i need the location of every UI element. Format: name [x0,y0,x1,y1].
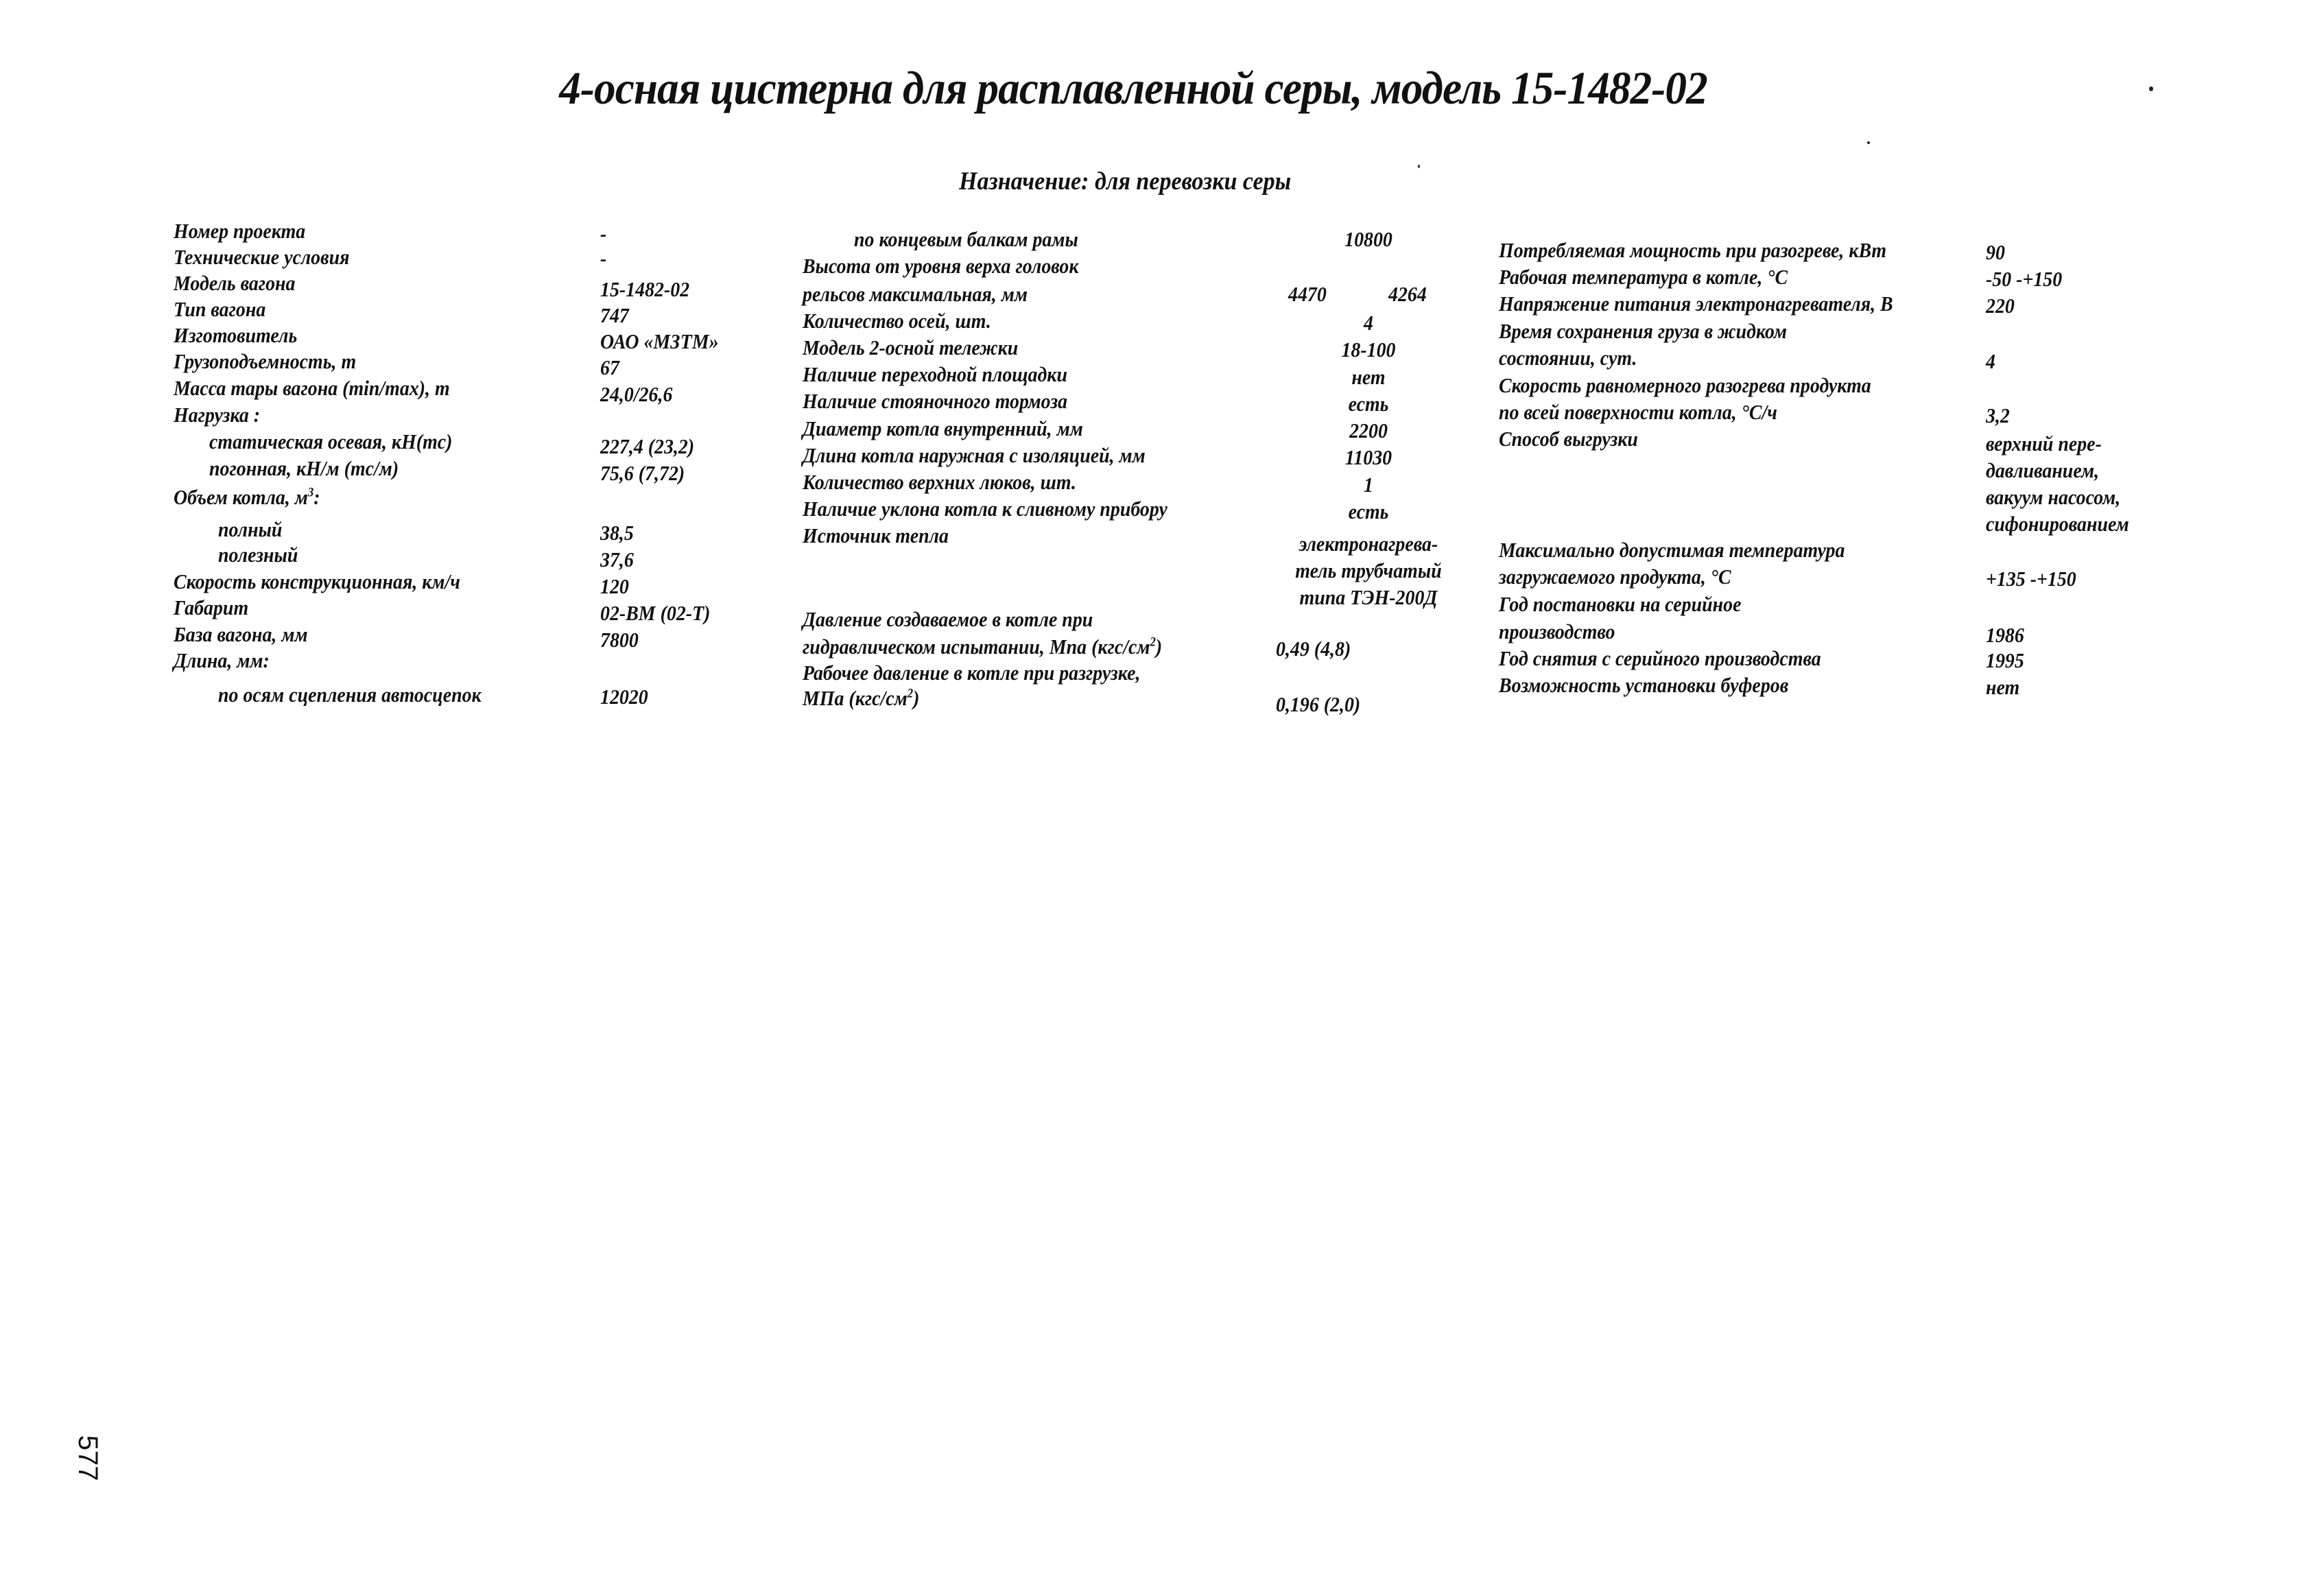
spec-label: Скорость конструкционная, км/ч [174,569,460,593]
spec-label: Масса тары вагона (min/max), т [174,376,450,400]
spec-label: Способ выгрузки [1499,427,1638,451]
spec-label: Количество верхних люков, шт. [803,470,1076,494]
spec-label: Скорость равномерного разогрева продукта [1499,373,1871,397]
spec-value-line: давливанием, [1986,458,2100,482]
spec-label: База вагона, мм [174,622,308,646]
superscript: 2 [1150,635,1156,650]
spec-value: 1986 [1986,623,2024,647]
spec-value: - [600,246,607,270]
spec-value: -50 -+150 [1986,267,2063,291]
spec-label: Рабочее давление в котле при разгрузке, [803,661,1141,685]
spec-label-text: гидравлическом испытании, Мпа (кгс/см [803,635,1150,659]
spec-value: 4 [1986,349,1995,373]
spec-label: Номер проекта [174,219,306,243]
spec-label: полный [218,517,283,541]
spec-label: Год снятия с серийного производства [1499,646,1821,670]
spec-label: Максимально допустимая температура [1499,538,1845,562]
spec-label: Длина, мм: [174,648,270,672]
spec-label: Изготовитель [174,323,298,347]
spec-label-suffix: ) [913,686,920,710]
spec-value: 10800 [1344,227,1392,251]
spec-label: Наличие переходной площадки [803,362,1067,386]
spec-label: статическая осевая, кН(тс) [209,429,453,453]
spec-label: по всей поверхности котла, °С/ч [1499,400,1777,424]
spec-value: 747 [600,303,629,327]
spec-label: Диаметр котла внутренний, мм [803,416,1083,440]
scan-speck [2149,86,2153,91]
spec-value: 4 [1364,311,1373,335]
spec-value: 02-ВМ (02-Т) [600,601,711,625]
spec-value: нет [1986,675,2020,699]
spec-value: 1 [1364,473,1373,497]
spec-label: Время сохранения груза в жидком [1499,319,1788,343]
spec-label-text: Объем котла, м [174,485,308,509]
document-title: 4-осная цистерна для расплавленной серы, модель 15-1482-02 [559,62,1707,114]
spec-label: Нагрузка : [174,403,261,427]
spec-label: Модель вагона [174,271,296,295]
spec-value: 18-100 [1341,338,1396,362]
spec-value: 7800 [600,628,639,652]
spec-value: 11030 [1344,445,1392,469]
spec-value-line: верхний пере- [1986,432,2102,456]
spec-value: 3,2 [1986,403,2010,427]
spec-value: 12020 [600,685,648,709]
spec-value: 120 [600,574,629,598]
spec-label: состоянии, сут. [1499,346,1637,370]
spec-value: 67 [600,355,619,379]
document-subtitle: Назначение: для перевозки серы [959,167,1292,196]
spec-label: рельсов максимальная, мм [803,282,1028,306]
spec-label: загружаемого продукта, °С [1499,565,1731,589]
spec-value: 75,6 (7,72) [600,461,685,485]
spec-label: полезный [218,543,298,567]
spec-label: погонная, кН/м (тс/м) [209,456,399,480]
spec-label: Габарит [174,595,249,619]
spec-label: Высота от уровня верха головок [803,254,1079,278]
spec-label: Модель 2-осной тележки [803,335,1019,359]
spec-value: 220 [1986,294,2015,318]
spec-label: Наличие стояночного тормоза [803,389,1068,413]
spec-label-suffix: : [313,485,320,509]
spec-value: 90 [1986,240,2005,264]
spec-value: 38,5 [600,521,634,545]
spec-label: Грузоподъемность, т [174,349,357,373]
spec-label: Длина котла наружная с изоляцией, мм [803,443,1146,467]
spec-value: 24,0/26,6 [600,382,673,406]
spec-value: 0,196 (2,0) [1276,692,1361,716]
spec-value-line: тель трубчатый [1295,558,1442,582]
scan-speck [1867,141,1870,144]
spec-label: Технические условия [174,245,350,269]
spec-value: 37,6 [600,547,634,571]
spec-label: Тип вагона [174,297,266,321]
spec-value: есть [1348,392,1389,416]
spec-label-suffix: ) [1155,635,1163,659]
spec-label: по осям сцепления автосцепок [218,683,482,707]
spec-value-loaded: 4470 [1288,282,1327,306]
spec-value: нет [1351,365,1386,389]
scan-speck [1418,165,1420,168]
superscript: 3 [307,485,314,500]
spec-value-line: вакуум насосом, [1986,485,2121,509]
page-number: 577 [73,1435,103,1481]
spec-label: Давление создаваемое в котле при [803,607,1093,631]
spec-value: 227,4 (23,2) [600,434,695,458]
spec-value: +135 -+150 [1986,567,2076,591]
spec-label: по концевым балкам рамы [854,227,1078,251]
spec-value: ОАО «МЗТМ» [600,329,719,353]
spec-label: Наличие уклона котла к сливному прибору [803,497,1167,521]
spec-label: Источник тепла [803,523,949,547]
spec-label [803,685,919,711]
spec-label: Напряжение питания электронагревателя, В [1499,292,1893,316]
spec-label [803,634,1162,660]
spec-value-empty: 4264 [1388,282,1427,306]
spec-label: Возможность установки буферов [1499,673,1789,697]
spec-value: есть [1348,499,1389,523]
spec-label: Рабочая температура в котле, °С [1499,265,1788,289]
spec-label: Количество осей, шт. [803,309,991,333]
spec-label-text: МПа (кгс/см [803,686,908,710]
spec-value: 1995 [1986,648,2024,672]
spec-label: Год постановки на серийное [1499,592,1742,616]
spec-value: 2200 [1349,418,1388,442]
superscript: 2 [907,686,914,701]
spec-label: Потребляемая мощность при разогреве, кВт [1499,238,1887,262]
spec-label: производство [1499,619,1615,643]
spec-value-line: сифонированием [1986,512,2129,536]
spec-value: 15-1482-02 [600,277,690,301]
spec-value: - [600,222,607,246]
spec-value: 0,49 (4,8) [1276,637,1351,661]
spec-label [174,484,320,510]
spec-value-line: типа ТЭН-200Д [1299,585,1438,609]
spec-value-line: электронагрева- [1299,532,1438,556]
